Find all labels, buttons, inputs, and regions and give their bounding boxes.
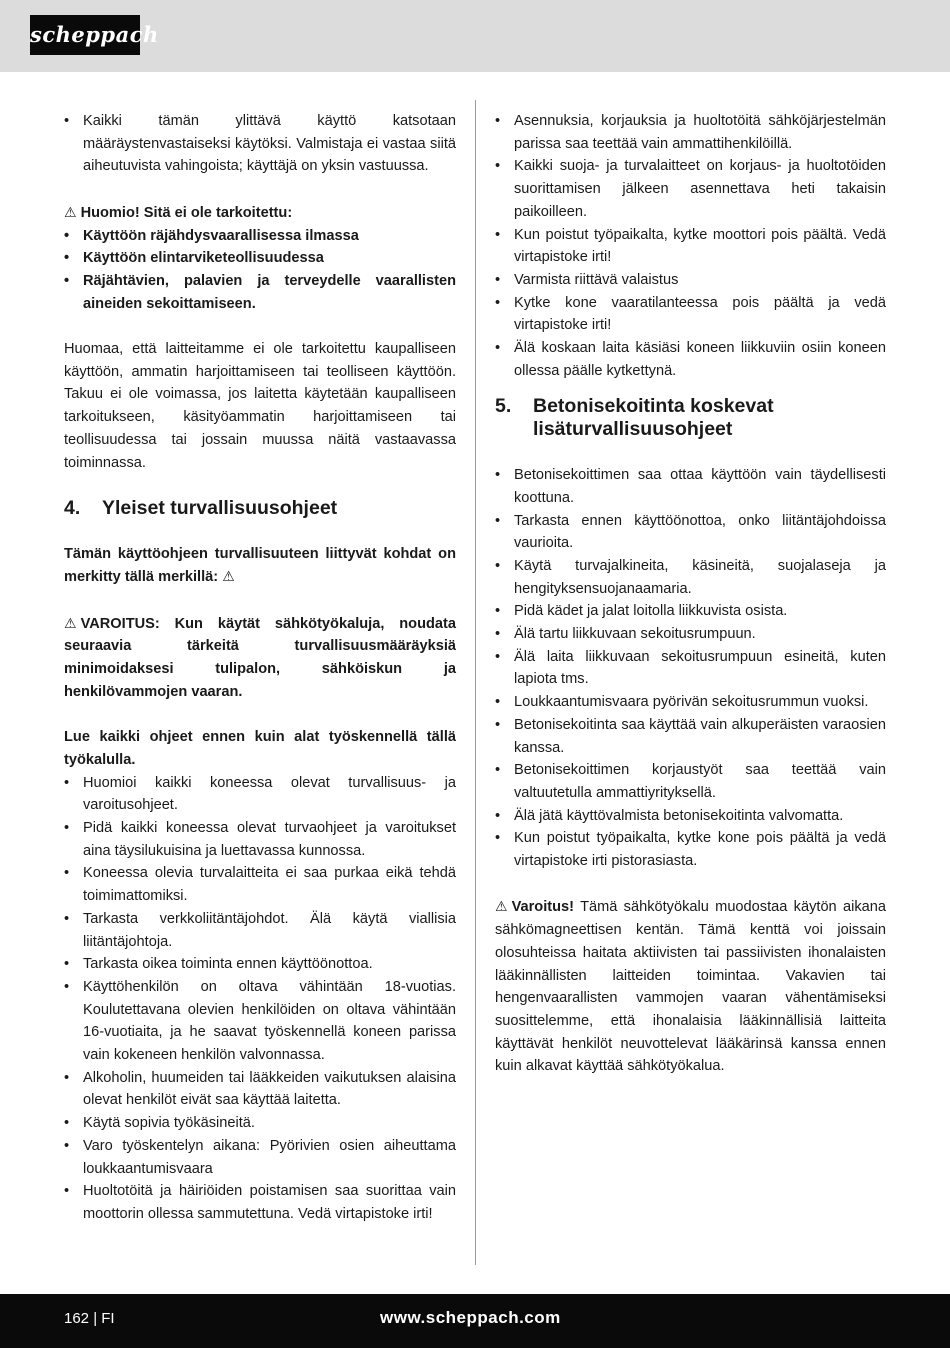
list-item: • Asennuksia, korjauksia ja huoltotöitä sähköjärjestelmän parissa saa teettää vain ammattihenkilöillä. — [495, 110, 886, 155]
general-warning: ⚠ VAROITUS: Kun käytät sähkötyökaluja, noudata seuraavia tärkeitä turvallisuusmääräyksiä minimoidaksesi tulipalon, sähköiskun ja henkilövammojen vaaran. — [64, 612, 456, 704]
list-item: • Alkoholin, huumeiden tai lääkkeiden vaikutuksen alaisina olevat henkilöt eivät saa käyttää laitetta. — [64, 1067, 456, 1112]
list-item: • Räjähtävien, palavien ja terveydelle vaarallisten aineiden sekoittamiseen. — [64, 270, 456, 315]
maintenance-list — [495, 110, 886, 382]
emf-warning: ⚠ Varoitus! Tämä sähkötyökalu muodostaa käytön aikana sähkömagneettisen kentän. Tämä kenttä voi joissain olosuhteissa haitata aktiivisten tai passiivisten ihonalaisten lääkinnällisten laitteiden toimintaa. Vakavien tai hengenvaarallisten vammojen vaaran vähentämiseksi suosittelemme, että ihonalaisia lääkinnällisiä laitteita käyttävät henkilöt neuvottelevat lääkärinsä kanssa ennen kuin alkavat käyttää sähkötyökalua. — [495, 895, 886, 1078]
list-item: • Käyttöön räjähdysvaarallisessa ilmassa — [64, 225, 456, 248]
list-item: • Älä jätä käyttövalmista betonisekoitinta valvomatta. — [495, 805, 886, 828]
footer-band — [0, 1294, 950, 1348]
read-instructions-note: Lue kaikki ohjeet ennen kuin alat työskennellä tällä työkalulla. — [64, 729, 456, 768]
commercial-use-paragraph: Huomaa, että laitteitamme ei ole tarkoitettu kaupalliseen käyttöön, ammatin harjoittamiseen tai teolliseen käyttöön. Takuu ei ole voimassa, jos laitetta käytetään kaupalliseen tarkoitukseen, käsityöammatin harjoittamiseen tai teollisuudessa tai jossain muussa näitä vastaavassa toiminnassa. — [64, 341, 456, 471]
section-title: Betonisekoitinta koskevat lisäturvallisuusohjeet — [533, 395, 774, 441]
list-item: • Käytä sopivia työkäsineitä. — [64, 1112, 456, 1135]
list-item: • Kun poistut työpaikalta, kytke moottori pois päältä. Vedä virtapistoke irti! — [495, 224, 886, 269]
list-item: • Kaikki tämän ylittävä käyttö katsotaan määräystenvastaiseksi käytöksi. Valmistaja ei vastaa siitä aiheutuvista vahingoista; käyttäjä on yksin vastuussa. — [64, 110, 456, 178]
list-item: • Älä tartu liikkuvaan sekoitusrumpuun. — [495, 623, 886, 646]
list-item: • Tarkasta ennen käyttöönottoa, onko liitäntäjohdoissa vaurioita. — [495, 510, 886, 555]
list-item: • Älä koskaan laita käsiäsi koneen liikkuviin osiin koneen ollessa päälle kytkettynä. — [495, 337, 886, 382]
safety-list — [64, 772, 456, 1226]
list-item: • Pidä kaikki koneessa olevat turvaohjeet ja varoitukset aina täysilukuisina ja luettavassa kunnossa. — [64, 817, 456, 862]
section-title: Yleiset turvallisuusohjeet — [102, 496, 338, 519]
list-item: • Betonisekoittimen korjaustyöt saa teettää vain valtuutetulla ammattiyrityksellä. — [495, 759, 886, 804]
intro-list — [64, 110, 456, 178]
list-item: • Käytä turvajalkineita, käsineitä, suojalaseja ja hengityksensuojanaamaria. — [495, 555, 886, 600]
note-list — [64, 225, 456, 316]
warning-label: Varoitus! — [511, 899, 575, 916]
note-title-line — [64, 201, 456, 225]
section-4-heading — [64, 497, 456, 520]
list-item: • Huoltotöitä ja häiriöiden poistamisen saa suorittaa vain moottorin ollessa sammutettuna. Vedä virtapistoke irti! — [64, 1180, 456, 1225]
list-item: • Huomioi kaikki koneessa olevat turvallisuus- ja varoitusohjeet. — [64, 772, 456, 817]
note-block — [64, 201, 456, 316]
brand-logo: scheppach — [30, 15, 140, 55]
page-number: 162 | FI — [64, 1310, 115, 1327]
list-item: • Tarkasta verkkoliitäntäjohdot. Älä käytä viallisia liitäntäjohtoja. — [64, 908, 456, 953]
symbol-explanation: Tämän käyttöohjeen turvallisuuteen liittyvät kohdat on merkitty tällä merkillä: ⚠ — [64, 543, 456, 589]
list-item: • Betonisekoitinta saa käyttää vain alkuperäisten varaosien kanssa. — [495, 714, 886, 759]
list-item: • Loukkaantumisvaara pyörivän sekoitusrummun vuoksi. — [495, 691, 886, 714]
list-item: • Varmista riittävä valaistus — [495, 269, 886, 292]
list-item: • Koneessa olevia turvalaitteita ei saa purkaa eikä tehdä toimimattomiksi. — [64, 862, 456, 907]
warning-triangle-icon: ⚠ — [64, 203, 77, 220]
list-item: • Käyttöhenkilön on oltava vähintään 18-vuotias. Koulutettavana olevien henkilöiden on oltava vähintään 16-vuotiaita, ja he saavat työskennellä koneen parissa vain kokeneen henkilön valvonnassa. — [64, 976, 456, 1067]
list-item: • Kytke kone vaaratilanteessa pois päältä ja vedä virtapistoke irti! — [495, 292, 886, 337]
warning-triangle-icon: ⚠ — [222, 568, 235, 585]
website-link[interactable]: www.scheppach.com — [380, 1308, 561, 1327]
section-number: 5. — [495, 395, 512, 418]
header-band — [0, 0, 950, 72]
left-column — [64, 110, 456, 1226]
section-5-heading — [495, 395, 886, 441]
warning-triangle-icon: ⚠ — [495, 898, 508, 915]
right-column — [495, 110, 886, 1078]
list-item: • Kaikki suoja- ja turvalaitteet on korjaus- ja huoltotöiden suorittamisen jälkeen asennettava heti takaisin paikoilleen. — [495, 155, 886, 223]
warning-triangle-icon: ⚠ — [64, 614, 77, 631]
list-item: • Betonisekoittimen saa ottaa käyttöön vain täydellisesti koottuna. — [495, 464, 886, 509]
list-item: • Varo työskentelyn aikana: Pyörivien osien aiheuttama loukkaantumisvaara — [64, 1135, 456, 1180]
section-number: 4. — [64, 496, 81, 519]
list-item: • Käyttöön elintarviketeollisuudessa — [64, 247, 456, 270]
list-item: • Tarkasta oikea toiminta ennen käyttöönottoa. — [64, 953, 456, 976]
mixer-safety-list — [495, 464, 886, 873]
column-divider — [475, 100, 476, 1265]
list-item: • Älä laita liikkuvaan sekoitusrumpuun esineitä, kuten lapiota tms. — [495, 646, 886, 691]
note-title: Huomio! Sitä ei ole tarkoitettu: — [80, 204, 293, 221]
list-item: • Pidä kädet ja jalat loitolla liikkuvista osista. — [495, 600, 886, 623]
list-item: • Kun poistut työpaikalta, kytke kone pois päältä ja vedä virtapistoke irti pistorasiasta. — [495, 827, 886, 872]
